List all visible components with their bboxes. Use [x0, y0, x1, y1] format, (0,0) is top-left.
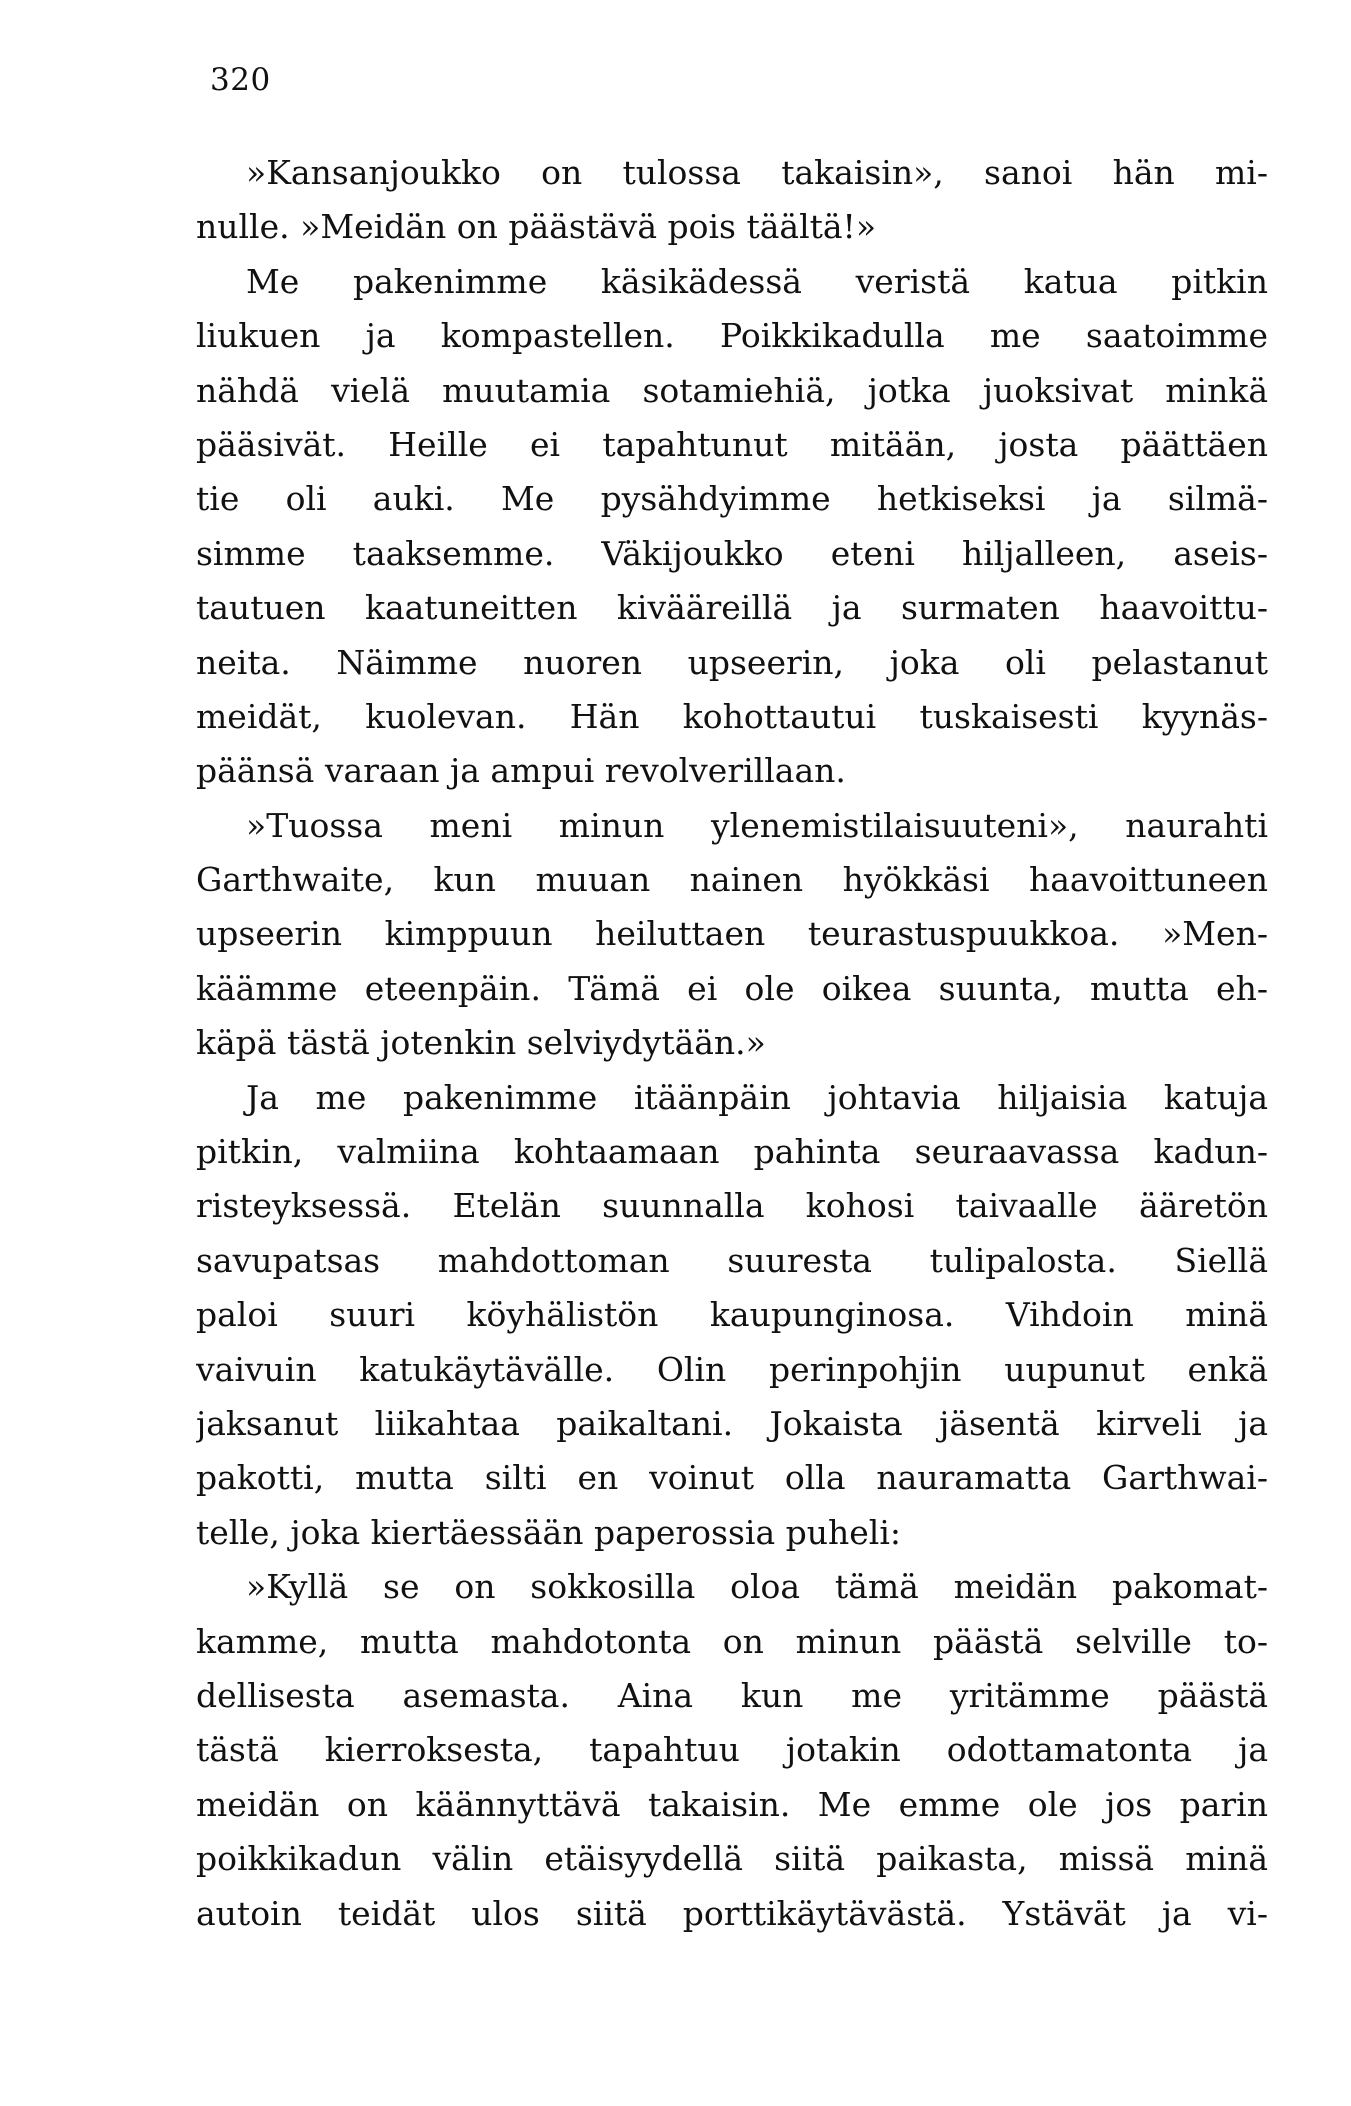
- text-line: savupatsas mahdottoman suuresta tulipalosta. Siellä: [196, 1240, 1268, 1280]
- text-line: telle, joka kiertäessään paperossia puheli:: [196, 1512, 902, 1552]
- text-line: kamme, mutta mahdotonta on minun päästä selville to-: [196, 1621, 1268, 1661]
- text-line: jaksanut liikahtaa paikaltani. Jokaista jäsentä kirveli ja: [196, 1403, 1268, 1443]
- text-line: »Tuossa meni minun ylenemistilaisuuteni», naurahti: [246, 805, 1268, 845]
- text-line: liukuen ja kompastellen. Poikkikadulla me saatoimme: [196, 316, 1268, 356]
- text-line: meidän on käännyttävä takaisin. Me emme ole jos parin: [196, 1784, 1268, 1824]
- text-line: paloi suuri köyhälistön kaupunginosa. Vihdoin minä: [196, 1295, 1268, 1335]
- text-line: neita. Näimme nuoren upseerin, joka oli pelastanut: [196, 642, 1268, 682]
- text-line: käämme eteenpäin. Tämä ei ole oikea suunta, mutta eh-: [196, 968, 1268, 1008]
- text-line: meidät, kuolevan. Hän kohottautui tuskaisesti kyynäs-: [196, 696, 1268, 736]
- page-text: [196, 146, 1268, 1941]
- text-line: tie oli auki. Me pysähdyimme hetkiseksi ja silmä-: [196, 479, 1268, 519]
- text-line: pakotti, mutta silti en voinut olla nauramatta Garthwai-: [196, 1458, 1268, 1498]
- text-line: dellisesta asemasta. Aina kun me yritämme päästä: [196, 1675, 1268, 1715]
- text-line: Ja me pakenimme itäänpäin johtavia hiljaisia katuja: [246, 1077, 1268, 1117]
- text-line: nähdä vielä muutamia sotamiehiä, jotka juoksivat minkä: [196, 370, 1268, 410]
- text-line: simme taaksemme. Väkijoukko eteni hiljalleen, aseis-: [196, 533, 1268, 573]
- text-line: Garthwaite, kun muuan nainen hyökkäsi haavoittuneen: [196, 860, 1268, 900]
- text-line: »Kyllä se on sokkosilla oloa tämä meidän pakomat-: [246, 1567, 1268, 1607]
- text-line: pääsivät. Heille ei tapahtunut mitään, josta päättäen: [196, 424, 1268, 464]
- text-line: upseerin kimppuun heiluttaen teurastuspuukkoa. »Men-: [196, 914, 1268, 954]
- text-line: risteyksessä. Etelän suunnalla kohosi taivaalle ääretön: [196, 1186, 1268, 1226]
- text-line: vaivuin katukäytävälle. Olin perinpohjin uupunut enkä: [196, 1349, 1268, 1389]
- text-line: pitkin, valmiina kohtaamaan pahinta seuraavassa kadun-: [196, 1132, 1268, 1172]
- text-line: poikkikadun välin etäisyydellä siitä paikasta, missä minä: [196, 1839, 1268, 1879]
- page-number: 320: [210, 62, 271, 98]
- text-line: tästä kierroksesta, tapahtuu jotakin odottamatonta ja: [196, 1730, 1268, 1770]
- text-line: Me pakenimme käsikädessä veristä katua pitkin: [246, 261, 1268, 301]
- text-line: tautuen kaatuneitten kivääreillä ja surmaten haavoittu-: [196, 588, 1268, 628]
- text-line: päänsä varaan ja ampui revolverillaan.: [196, 751, 846, 791]
- text-line: »Kansanjoukko on tulossa takaisin», sanoi hän mi-: [246, 153, 1268, 192]
- text-line: käpä tästä jotenkin selviydytään.»: [196, 1023, 766, 1063]
- text-line: nulle. »Meidän on päästävä pois täältä!»: [196, 207, 877, 247]
- text-line: autoin teidät ulos siitä porttikäytävästä. Ystävät ja vi-: [196, 1893, 1268, 1933]
